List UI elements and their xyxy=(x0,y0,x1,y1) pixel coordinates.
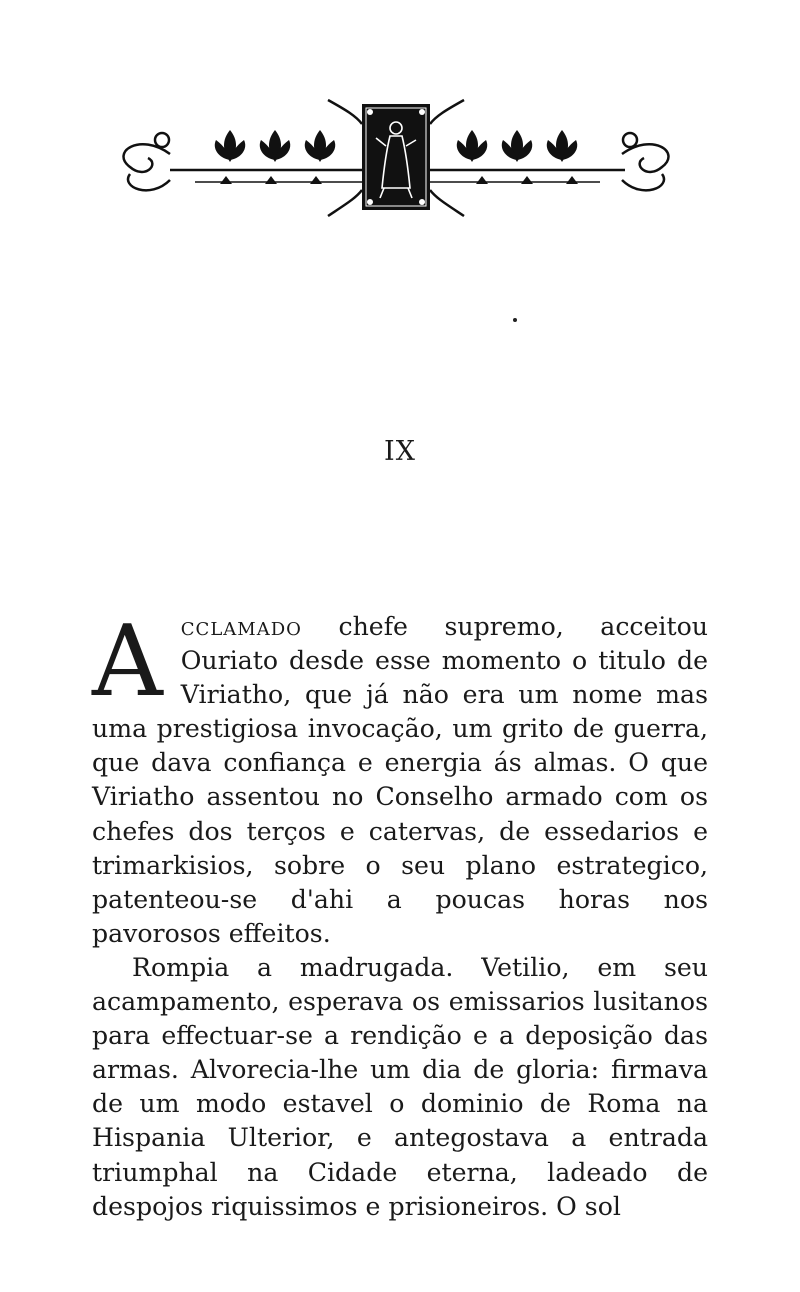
stray-mark xyxy=(513,318,517,322)
chapter-number: IX xyxy=(384,436,416,467)
opening-word-smallcaps: cclamado xyxy=(180,612,302,641)
paragraph: Rompia a madrugada. Vetilio, em seu acampamento, esperava os emissarios lusitanos para effectuar-se a rendição e a deposição das armas. Alvorecia-lhe um dia de gloria: firmava de um modo estavel o dominio de Roma na Hispania Ulterior, e antegostava a entrada triumphal na Cidade eterna, ladeado de despojos riquissimos e prisioneiros. O sol xyxy=(92,952,708,1221)
drop-cap: A xyxy=(92,605,163,719)
ornament-headpiece-icon xyxy=(100,92,692,222)
paragraph-text: chefe supremo, acceitou Ouriato desde esse momento o titulo de Viriatho, que já não era um nome mas uma prestigiosa invocação, um grito de guerra, que dava confiança e energia ás almas. O que Viriatho assentou no Conselho armado com os chefes dos terços e catervas, de essedarios e trimarkisios, sobre o seu plano estrategico, patenteou-se d'ahi a poucas horas nos pavorosos effeitos. xyxy=(92,612,708,948)
paragraph xyxy=(92,605,708,951)
body-text xyxy=(92,605,708,1224)
